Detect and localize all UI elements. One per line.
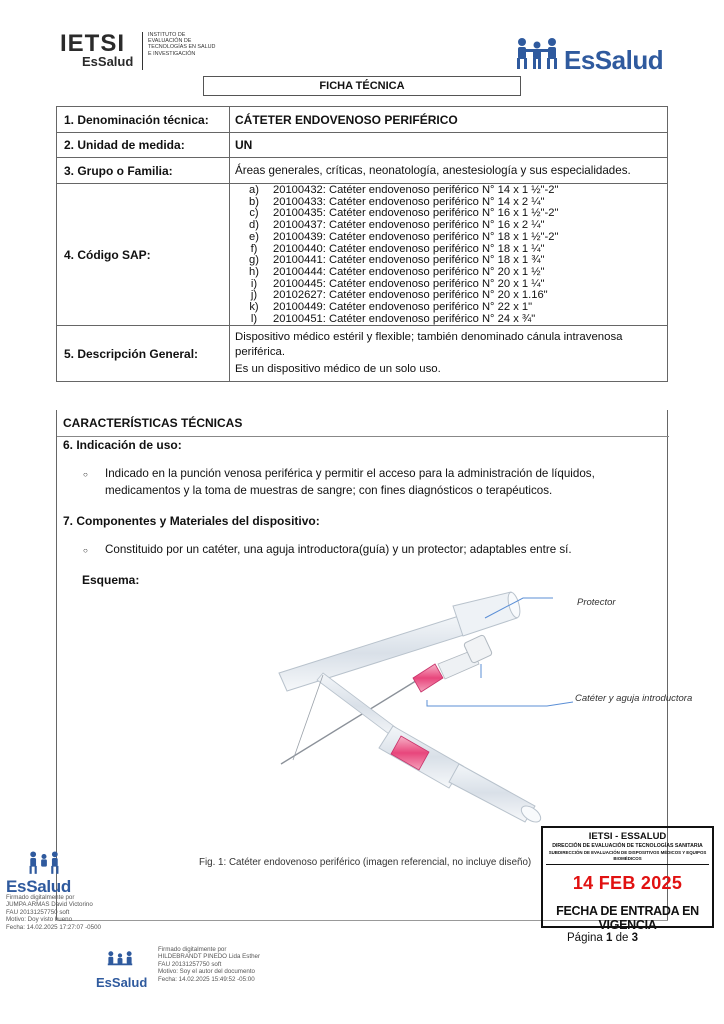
catheter-body-shape <box>293 673 543 825</box>
table-row <box>57 184 668 326</box>
table-row <box>57 133 668 158</box>
row-label: 3. Grupo o Familia: <box>57 158 230 184</box>
signature-line: Firmado digitalmente por <box>6 894 75 901</box>
stamp-subtitle: DIRECCIÓN DE EVALUACIÓN DE TECNOLOGÍAS SANITARIA <box>552 843 703 849</box>
signature-text <box>158 946 358 983</box>
stamp-footer: FECHA DE ENTRADA EN VIGENCIA <box>556 904 699 932</box>
ficha-title: FICHA TÉCNICA <box>203 76 521 96</box>
bullet-circle-icon: ○ <box>83 470 88 479</box>
catheter-label: Catéter y aguja introductora <box>575 693 693 704</box>
essalud-family-icon <box>104 950 136 972</box>
sap-item-letter: k) <box>249 301 259 314</box>
ietsi-sub: EsSalud <box>82 54 134 69</box>
sap-item-text: 20100435: Catéter endovenoso periférico N° 16 x 1 ½"-2" <box>273 207 559 220</box>
tech-title: CARACTERÍSTICAS TÉCNICAS <box>63 416 243 430</box>
table-row <box>57 326 668 382</box>
signature-line: Firmado digitalmente por <box>158 946 227 953</box>
row-label: 5. Descripción General: <box>57 326 230 382</box>
sap-item-text: 20100441: Catéter endovenoso periférico N° 18 x 1 ¾" <box>273 254 545 267</box>
sap-item-text: 20100451: Catéter endovenoso periférico N° 24 x ¾" <box>273 312 536 325</box>
table-row <box>57 158 668 184</box>
description-line: Dispositivo médico estéril y flexible; también denominado cánula intravenosa periférica. <box>235 331 623 359</box>
sap-item <box>235 302 667 314</box>
sap-item <box>235 314 667 326</box>
figure-caption: Fig. 1: Catéter endovenoso periférico (imagen referencial, no incluye diseño) <box>199 857 532 868</box>
sap-item-letter: b) <box>249 195 259 208</box>
sap-item-letter: d) <box>249 219 259 232</box>
essalud-logo-small <box>96 950 148 990</box>
sap-item-text: 20100444: Catéter endovenoso periférico N° 20 x 1 ½" <box>273 265 545 278</box>
bullet-item <box>83 541 645 558</box>
signature-line: Motivo: Doy visto bueno <box>6 916 73 924</box>
digital-signature <box>96 946 356 1006</box>
row-value <box>230 326 668 382</box>
divider <box>57 436 669 437</box>
sap-item-text: 20100432: Catéter endovenoso periférico N° 14 x 1 ½"-2" <box>273 184 559 196</box>
description-line: Es un dispositivo médico de un solo uso. <box>235 363 441 376</box>
sap-item-text: 20100445: Catéter endovenoso periférico N° 20 x 1 ¼" <box>273 277 545 290</box>
ietsi-logo <box>60 30 216 74</box>
sap-item-letter: c) <box>249 207 259 220</box>
ietsi-divider <box>142 32 143 70</box>
signature-line: Motivo: Soy el autor del documento <box>158 968 255 976</box>
row-value: Áreas generales, críticas, neonatología, anestesiología y sus especialidades. <box>230 158 668 184</box>
spec-table <box>56 106 668 382</box>
signature-line: FAU 20131257750 soft <box>158 960 222 968</box>
essalud-word: EsSalud <box>6 877 71 896</box>
row-label: 2. Unidad de medida: <box>57 133 230 158</box>
page-total: 3 <box>631 932 639 944</box>
digital-signature <box>6 850 116 931</box>
bullet-text: Indicado en la punción venosa periférica y permitir el acceso para la administración de líquidos, medicamentos y la toma de muestras de sangre; con fines diagnósticos o terapéuticos. <box>105 467 595 497</box>
essalud-family-icon <box>512 36 562 72</box>
essalud-word: EsSalud <box>564 45 664 75</box>
validity-stamp <box>541 826 714 932</box>
sap-item <box>235 232 667 244</box>
section-heading: 6. Indicación de uso: <box>63 438 182 452</box>
sap-item-text: 20102627: Catéter endovenoso periférico N° 20 x 1.16" <box>273 289 548 302</box>
signature-text <box>6 894 116 931</box>
row-value: UN <box>230 133 668 158</box>
sap-item <box>235 185 667 197</box>
stamp-subtitle: SUBDIRECCIÓN DE EVALUACIÓN DE DISPOSITIVOS MÉDICOS Y EQUIPOS BIOMÉDICOS <box>548 850 707 861</box>
section-heading: 7. Componentes y Materiales del dispositivo: <box>63 514 320 528</box>
signature-line: Fecha: 14.02.2025 17:27:07 -0500 <box>6 923 101 931</box>
sap-item-letter: l) <box>250 312 258 325</box>
sap-item-letter: j) <box>250 289 258 302</box>
essalud-family-icon <box>24 850 64 876</box>
catheter-figure <box>253 578 693 848</box>
row-label: 4. Código SAP: <box>57 184 230 326</box>
sap-item-letter: g) <box>249 254 259 267</box>
sap-item-letter: e) <box>249 230 259 243</box>
sap-item-letter: h) <box>249 265 259 278</box>
sap-item-text: 20100449: Catéter endovenoso periférico N° 22 x 1" <box>273 301 533 314</box>
esquema-label: Esquema: <box>82 573 140 587</box>
protector-label: Protector <box>577 597 616 608</box>
sap-item-text: 20100437: Catéter endovenoso periférico N° 16 x 2 ¼" <box>273 219 545 232</box>
row-value: CÁTETER ENDOVENOSO PERIFÉRICO <box>230 107 668 133</box>
sap-item-letter: a) <box>249 184 259 196</box>
page-prefix: Página <box>567 932 607 944</box>
table-row <box>57 107 668 133</box>
signature-line: FAU 20131257750 soft <box>6 908 70 916</box>
row-label: 1. Denominación técnica: <box>57 107 230 133</box>
bullet-item <box>83 465 645 499</box>
essalud-word: EsSalud <box>96 975 148 990</box>
sap-item-text: 20100439: Catéter endovenoso periférico N° 18 x 1 ½"-2" <box>273 230 559 243</box>
divider <box>546 864 709 865</box>
sap-item-text: 20100433: Catéter endovenoso periférico N° 14 x 2 ¼" <box>273 195 545 208</box>
stamp-header: IETSI - ESSALUD <box>588 831 667 842</box>
page-mid: de <box>612 932 632 944</box>
signature-line: HILDEBRANDT PINEDO Lida Esther <box>158 953 261 961</box>
stamp-date: 14 FEB 2025 <box>572 873 683 893</box>
sap-item-letter: f) <box>250 242 258 255</box>
ietsi-institute-name: INSTITUTO DE EVALUACIÓN DE TECNOLOGÍAS EN SALUD E INVESTIGACIÓN <box>148 32 216 57</box>
bullet-text: Constituido por un catéter, una aguja introductora(guía) y un protector; adaptables entre sí. <box>105 543 572 556</box>
essalud-logo <box>512 36 672 76</box>
sap-item-text: 20100440: Catéter endovenoso periférico N° 18 x 1 ¼" <box>273 242 545 255</box>
sap-list-cell <box>230 184 668 326</box>
page-current: 1 <box>606 932 613 944</box>
bullet-circle-icon: ○ <box>83 546 88 555</box>
ietsi-word: IETSI <box>60 30 126 57</box>
sap-item-letter: i) <box>250 277 258 290</box>
page-number <box>567 932 638 944</box>
signature-line: JUMPA ARMAS David Victorino <box>6 901 93 909</box>
sap-item <box>235 267 667 279</box>
sap-list <box>235 184 667 325</box>
signature-line: Fecha: 14.02.2025 15:49:52 -05:00 <box>158 975 255 983</box>
